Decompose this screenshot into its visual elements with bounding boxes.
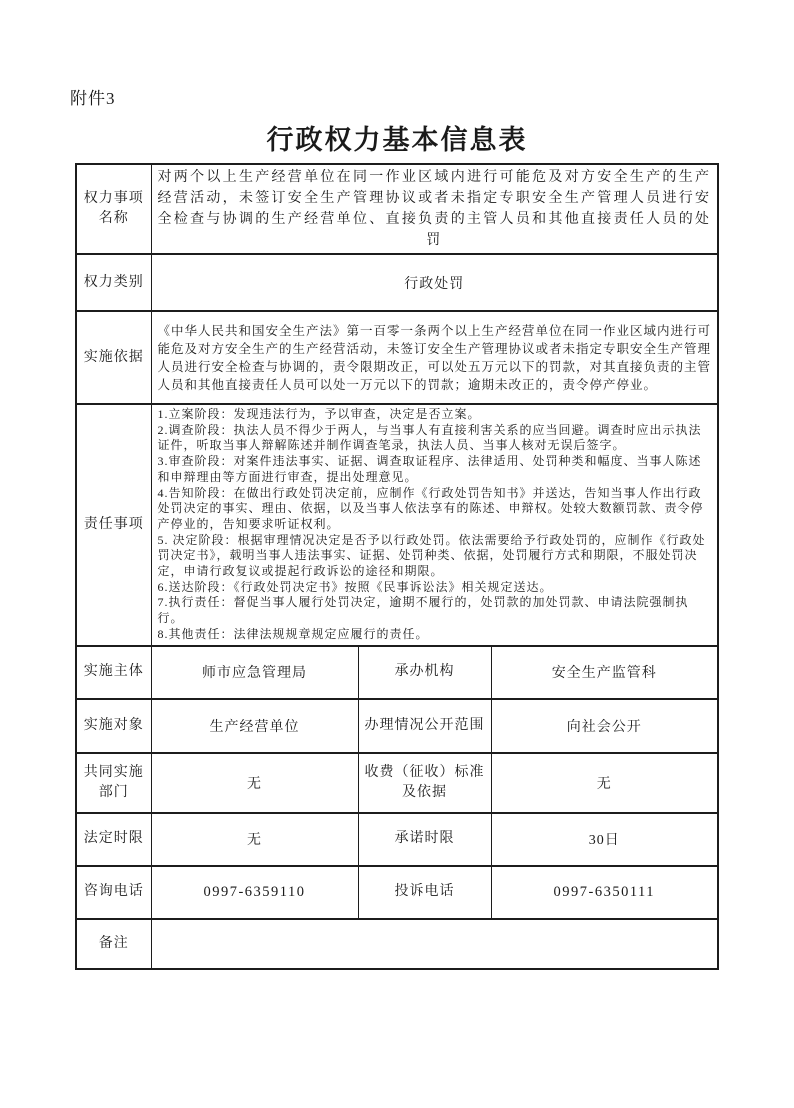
consult-phone-value: 0997-6359110 bbox=[151, 866, 358, 919]
power-name-label: 权力事项名称 bbox=[76, 164, 151, 254]
info-table bbox=[75, 163, 719, 970]
attachment-label: 附件3 bbox=[70, 89, 116, 108]
remark-value bbox=[151, 919, 718, 969]
statutory-limit-value: 无 bbox=[151, 813, 358, 866]
disclosure-scope-value: 向社会公开 bbox=[491, 699, 718, 753]
consult-phone-label: 咨询电话 bbox=[76, 866, 151, 919]
row-implementation-target bbox=[76, 699, 718, 753]
row-phones bbox=[76, 866, 718, 919]
complaint-phone-label: 投诉电话 bbox=[358, 866, 491, 919]
undertaking-org-value: 安全生产监管科 bbox=[491, 646, 718, 699]
row-statutory-time-limit bbox=[76, 813, 718, 866]
statutory-limit-label: 法定时限 bbox=[76, 813, 151, 866]
duty-item-6: 6.送达阶段：《行政处罚决定书》按照《民事诉讼法》相关规定送达。 bbox=[157, 579, 553, 594]
promised-limit-label: 承诺时限 bbox=[358, 813, 491, 866]
row-duty-items bbox=[76, 404, 718, 646]
row-power-item-name bbox=[76, 164, 718, 254]
joint-dept-label: 共同实施部门 bbox=[76, 753, 151, 813]
row-implementation-basis bbox=[76, 311, 718, 404]
power-name-value: 对两个以上生产经营单位在同一作业区域内进行可能危及对方安全生产的生产经营活动，未签订安全生产管理协议或者未指定专职安全生产管理人员进行安全检查与协调的生产经营单位、直接负责的主管人员和其他直接责任人员的处罚 bbox=[151, 164, 718, 254]
promised-limit-value: 30日 bbox=[491, 813, 718, 866]
basis-label: 实施依据 bbox=[76, 311, 151, 404]
duty-item-5: 5. 决定阶段：根据审理情况决定是否予以行政处罚。依法需要给予行政处罚的，应制作《行政处罚决定书》，载明当事人违法事实、证据、处罚种类、依据，处罚履行方式和期限，不服处罚决定，申请行政复议或提起行政诉讼的途径和期限。 bbox=[157, 532, 706, 579]
disclosure-scope-label: 办理情况公开范围 bbox=[358, 699, 491, 753]
duty-item-2: 2.调查阶段：执法人员不得少于两人，与当事人有直接利害关系的应当回避。调查时应出示执法证件，听取当事人辩解陈述并制作调查笔录，执法人员、当事人核对无误后签字。 bbox=[157, 422, 702, 453]
duty-item-7: 7.执行责任：督促当事人履行处罚决定，逾期不履行的，处罚款的加处罚款、申请法院强制执行。 bbox=[157, 595, 689, 626]
subject-value: 师市应急管理局 bbox=[151, 646, 358, 699]
duty-item-3: 3.审查阶段：对案件违法事实、证据、调查取证程序、法律适用、处罚种类和幅度、当事人陈述和申辩理由等方面进行审查，提出处理意见。 bbox=[157, 454, 702, 484]
duty-value bbox=[151, 404, 718, 646]
row-power-category bbox=[76, 254, 718, 311]
fee-standard-label: 收费（征收）标准及依据 bbox=[358, 753, 491, 813]
subject-label: 实施主体 bbox=[76, 646, 151, 699]
complaint-phone-value: 0997-6350111 bbox=[491, 866, 718, 919]
row-implementing-subject bbox=[76, 646, 718, 699]
duty-item-4: 4.告知阶段：在做出行政处罚决定前，应制作《行政处罚告知书》并送达，告知当事人作出行政处罚决定的事实、理由、依据，以及当事人依法享有的陈述、申辩权。处较大数额罚款、责令停产停业的，告知要求听证权利。 bbox=[157, 485, 704, 531]
joint-dept-value: 无 bbox=[151, 753, 358, 813]
fee-standard-value: 无 bbox=[491, 753, 718, 813]
remark-label: 备注 bbox=[76, 919, 151, 969]
power-type-value: 行政处罚 bbox=[151, 254, 718, 311]
target-value: 生产经营单位 bbox=[151, 699, 358, 753]
row-remarks bbox=[76, 919, 718, 969]
row-joint-department bbox=[76, 753, 718, 813]
basis-value: 《中华人民共和国安全生产法》第一百零一条两个以上生产经营单位在同一作业区域内进行可能危及对方安全生产的生产经营活动，未签订安全生产管理协议或者未指定专职安全生产管理人员进行安全检查与协调的，责令限期改正，可以处五万元以下的罚款，对其直接负责的主管人员和其他直接责任人员可以处一万元以下的罚款；逾期未改正的，责令停产停业。 bbox=[151, 311, 718, 404]
document-title: 行政权力基本信息表 bbox=[266, 125, 528, 155]
duty-item-8: 8.其他责任：法律法规规章规定应履行的责任。 bbox=[157, 626, 429, 641]
power-type-label: 权力类别 bbox=[76, 254, 151, 311]
target-label: 实施对象 bbox=[76, 699, 151, 753]
undertaking-org-label: 承办机构 bbox=[358, 646, 491, 699]
duty-label: 责任事项 bbox=[76, 404, 151, 646]
duty-item-1: 1.立案阶段：发现违法行为，予以审查，决定是否立案。 bbox=[157, 407, 481, 421]
